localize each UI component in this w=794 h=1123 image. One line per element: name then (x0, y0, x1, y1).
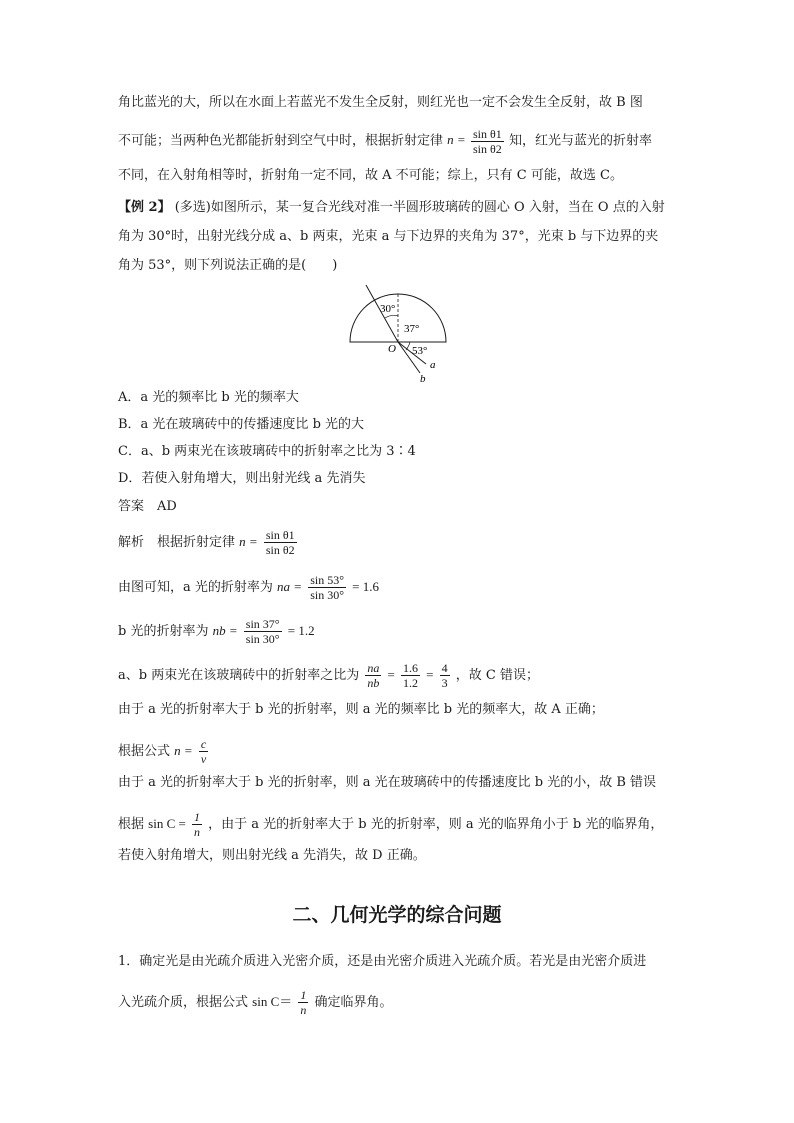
ratio-fraction-2 (401, 661, 420, 690)
analysis-line-nb (118, 617, 315, 646)
section-formula-num: 1 (300, 988, 307, 1002)
critical-fraction (192, 810, 202, 839)
na-num: sin 53° (310, 573, 345, 587)
na-value: = 1.6 (352, 579, 379, 594)
section-heading: 二、几何光学的综合问题 (292, 904, 502, 926)
nb-text: b 光的折射率为 (118, 624, 209, 639)
ratio-3-num: 4 (441, 661, 448, 675)
label-b: b (420, 373, 426, 385)
snell-den: sin θ2 (472, 142, 502, 156)
nb-fraction (244, 617, 282, 646)
prev-text-line-2a: 不可能；当两种色光都能折射到空气中时，根据折射定律 (118, 133, 444, 149)
section-para-2b: 确定临界角。 (314, 995, 393, 1010)
semicircle-diagram (340, 280, 460, 385)
analysis-line-7: 由于 a 光的折射率大于 b 光的折射率，则 a 光在玻璃砖中的传播速度比 b 光的小，故 B 错误 (118, 775, 657, 790)
prev-text-line-3: 不同，在入射角相等时，折射角一定不同，故 A 不可能；综上，只有 C 可能，故选 C。 (118, 168, 623, 183)
analysis-line-9: 若使入射角增大，则出射光线 a 先消失，故 D 正确。 (118, 848, 426, 863)
analysis-snell-fraction (264, 528, 297, 557)
analysis-line-na (118, 573, 379, 602)
v-den: v (200, 752, 207, 766)
prev-text-line-1: 角比蓝光的大，所以在水面上若蓝光不发生全反射，则红光也一定不会发生全反射，故 B 图 (118, 95, 643, 110)
section-formula-den: n (300, 1003, 307, 1017)
ratio-2-num: 1.6 (402, 661, 418, 675)
na-lhs: na = (277, 579, 303, 594)
nb-num: sin 37° (245, 617, 280, 631)
critical-text: ，由于 a 光的折射率大于 b 光的折射率，则 a 光的临界角小于 b 光的临界角， (208, 817, 664, 832)
analysis-snell-den: sin θ2 (265, 543, 295, 557)
example-line-3: 角为 53°，则下列说法正确的是( ) (118, 258, 338, 273)
critical-intro: 根据 (118, 817, 145, 832)
prev-text-line-2b: 知，红光与蓝光的折射率 (508, 133, 652, 149)
equals-sign-1: = (387, 667, 395, 682)
option-a: A．a 光的频率比 b 光的频率大 (118, 390, 299, 405)
section-formula-lhs: sin C＝ (252, 994, 293, 1009)
label-53: 53° (412, 345, 428, 357)
option-d: D．若使入射角增大，则出射光线 a 先消失 (118, 471, 366, 486)
ratio-3-den: 3 (441, 676, 448, 690)
analysis-line-1 (118, 528, 299, 557)
formula-intro: 根据公式 (118, 744, 171, 759)
example-line-1-text: (多选)如图所示，某一复合光线对准一半圆形玻璃砖的圆心 O 入射，当在 O 点的入射 (174, 200, 665, 215)
example-tag: 【例 2】 (118, 200, 171, 215)
ratio-text: a、b 两束光在该玻璃砖中的折射率之比为 (118, 668, 360, 683)
nb-value: = 1.2 (287, 623, 315, 638)
snell-formula (447, 127, 509, 156)
ratio-fraction-1 (365, 661, 381, 690)
ratio-conclusion: ，故 C 错误； (455, 668, 539, 683)
analysis-snell-num: sin θ1 (265, 528, 295, 542)
label-a: a (430, 359, 436, 371)
v-lhs: n = (174, 743, 193, 758)
analysis-line-6 (118, 737, 210, 766)
prev-text-line-2 (118, 127, 652, 156)
section-para-line-1: 1．确定光是由光疏介质进入光密介质，还是由光密介质进入光疏介质。若光是由光密介质进 (118, 954, 647, 969)
v-fraction (199, 737, 208, 766)
angle-arc-53 (406, 342, 410, 350)
angle-arc-30 (385, 315, 398, 318)
analysis-line-8 (118, 810, 663, 839)
section-formula-fraction (298, 988, 308, 1017)
snell-num: sin θ1 (472, 127, 502, 141)
analysis-line-5: 由于 a 光的折射率大于 b 光的折射率，则 a 光的频率比 b 光的频率大，故 A 正确； (118, 702, 604, 717)
section-para-2a: 入光疏介质，根据公式 (118, 995, 249, 1010)
answer-line: 答案 AD (118, 499, 177, 514)
nb-lhs: nb = (212, 623, 238, 638)
snell-fraction (471, 127, 504, 156)
na-text: 由图可知，a 光的折射率为 (118, 580, 273, 595)
label-37: 37° (404, 323, 420, 335)
example-line-2: 角为 30°时，出射光线分成 a、b 两束，光束 a 与下边界的夹角为 37°，光束 b 与下边界的夹 (118, 229, 659, 244)
critical-den: n (193, 825, 200, 839)
option-b: B．a 光在玻璃砖中的传播速度比 b 光的大 (118, 417, 365, 432)
example-line-1 (118, 200, 665, 216)
label-30: 30° (380, 303, 396, 315)
label-O: O (388, 343, 396, 355)
option-c: C．a、b 两束光在该玻璃砖中的折射率之比为 3∶4 (118, 444, 416, 459)
ratio-fraction-3 (440, 661, 450, 690)
critical-num: 1 (193, 810, 200, 824)
section-para-line-2 (118, 988, 393, 1017)
critical-lhs: sin C = (148, 816, 186, 831)
analysis-line-ratio (118, 661, 539, 690)
ratio-2-den: 1.2 (402, 676, 418, 690)
analysis-snell-lhs: n = (239, 534, 258, 549)
na-den: sin 30° (310, 588, 345, 602)
na-fraction (308, 573, 346, 602)
ratio-1-num: na (367, 661, 380, 675)
ratio-1-den: nb (367, 676, 380, 690)
v-num: c (200, 737, 207, 751)
snell-lhs: n = (447, 132, 466, 148)
equals-sign-2: = (426, 667, 434, 682)
analysis-label: 解析 根据折射定律 (118, 535, 236, 550)
nb-den: sin 30° (245, 632, 280, 646)
